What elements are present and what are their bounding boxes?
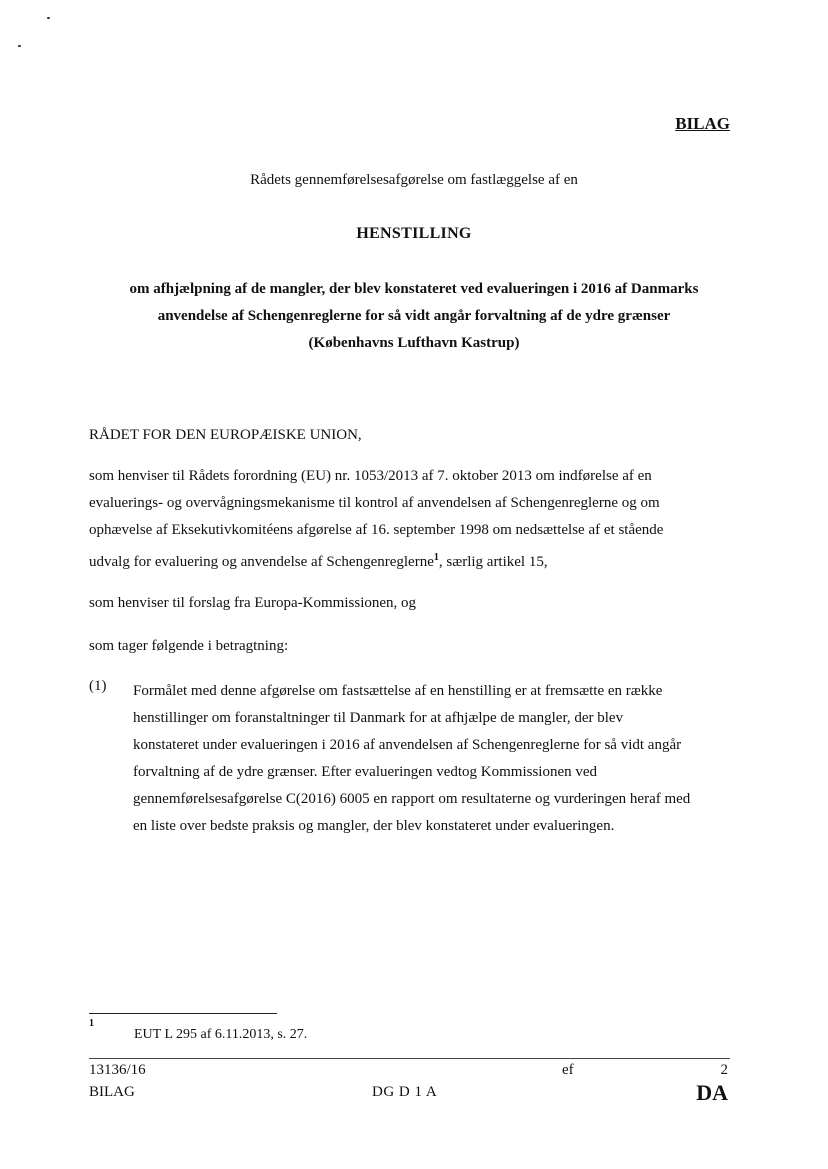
scan-speck [47,17,50,19]
recital-number: (1) [89,678,107,694]
annex-label: BILAG [675,114,730,133]
citation-line-text: udvalg for evaluering og anvendelse af Schengenreglerne [89,554,434,570]
decision-subtitle: Rådets gennemførelsesafgørelse om fastlæggelse af en [250,172,578,188]
subject-line: (Københavns Lufthavn Kastrup) [308,335,520,351]
recital-line: konstateret under evalueringen i 2016 af anvendelsen af Schengenreglerne for så vidt angår [133,737,682,753]
council-line: RÅDET FOR DEN EUROPÆISKE UNION, [89,427,362,443]
citation-line: evaluerings- og overvågningsmekanisme til kontrol af anvendelsen af Schengenreglerne og om [89,495,660,511]
footer-initials: ef [562,1062,574,1078]
footnote-text: EUT L 295 af 6.11.2013, s. 27. [134,1027,308,1042]
citation-line: ophævelse af Eksekutivkomitéens afgørelse af 16. september 1998 om nedsættelse af et stående [89,522,664,538]
citation-proposal: som henviser til forslag fra Europa-Kommissionen, og [89,595,417,611]
recital-line: en liste over bedste praksis og mangler, der blev konstateret under evalueringen. [133,818,615,834]
citation-line: som henviser til Rådets forordning (EU) nr. 1053/2013 af 7. oktober 2013 om indførelse af en [89,468,652,484]
recommendation-heading: HENSTILLING [356,225,472,242]
footer-language: DA [696,1080,728,1105]
footnote-reference[interactable]: 1 [433,552,439,563]
citation-line [89,544,739,576]
citation-regulation [89,463,739,576]
footer-page-number: 2 [720,1062,728,1078]
scan-speck [18,45,21,47]
recital-text [133,678,733,840]
recital-line: gennemførelsesafgørelse C(2016) 6005 en rapport om resultaterne og vurderingen heraf med [133,791,691,807]
footnote-mark: 1 [89,1018,94,1029]
subject-line: om afhjælpning af de mangler, der blev konstateret ved evalueringen i 2016 af Danmarks [129,281,699,297]
recital-line: forvaltning af de ydre grænser. Efter evalueringen vedtog Kommissionen ved [133,764,598,780]
footer-separator [89,1058,730,1059]
footer-dg: DG D 1 A [372,1084,438,1100]
recital-line: henstillinger om foranstaltninger til Danmark for at afhjælpe de mangler, der blev [133,710,624,726]
footnote-separator [89,1013,277,1014]
recital-line: Formålet med denne afgørelse om fastsættelse af en henstilling er at fremsætte en række [133,683,663,699]
recommendation-subject [0,276,828,357]
considering-line: som tager følgende i betragtning: [89,638,289,654]
footer-doc-ref: 13136/16 [89,1062,146,1078]
footer-annex: BILAG [89,1084,135,1100]
citation-line-tail: , særlig artikel 15, [438,554,548,570]
subject-line: anvendelse af Schengenreglerne for så vidt angår forvaltning af de ydre grænser [157,308,671,324]
